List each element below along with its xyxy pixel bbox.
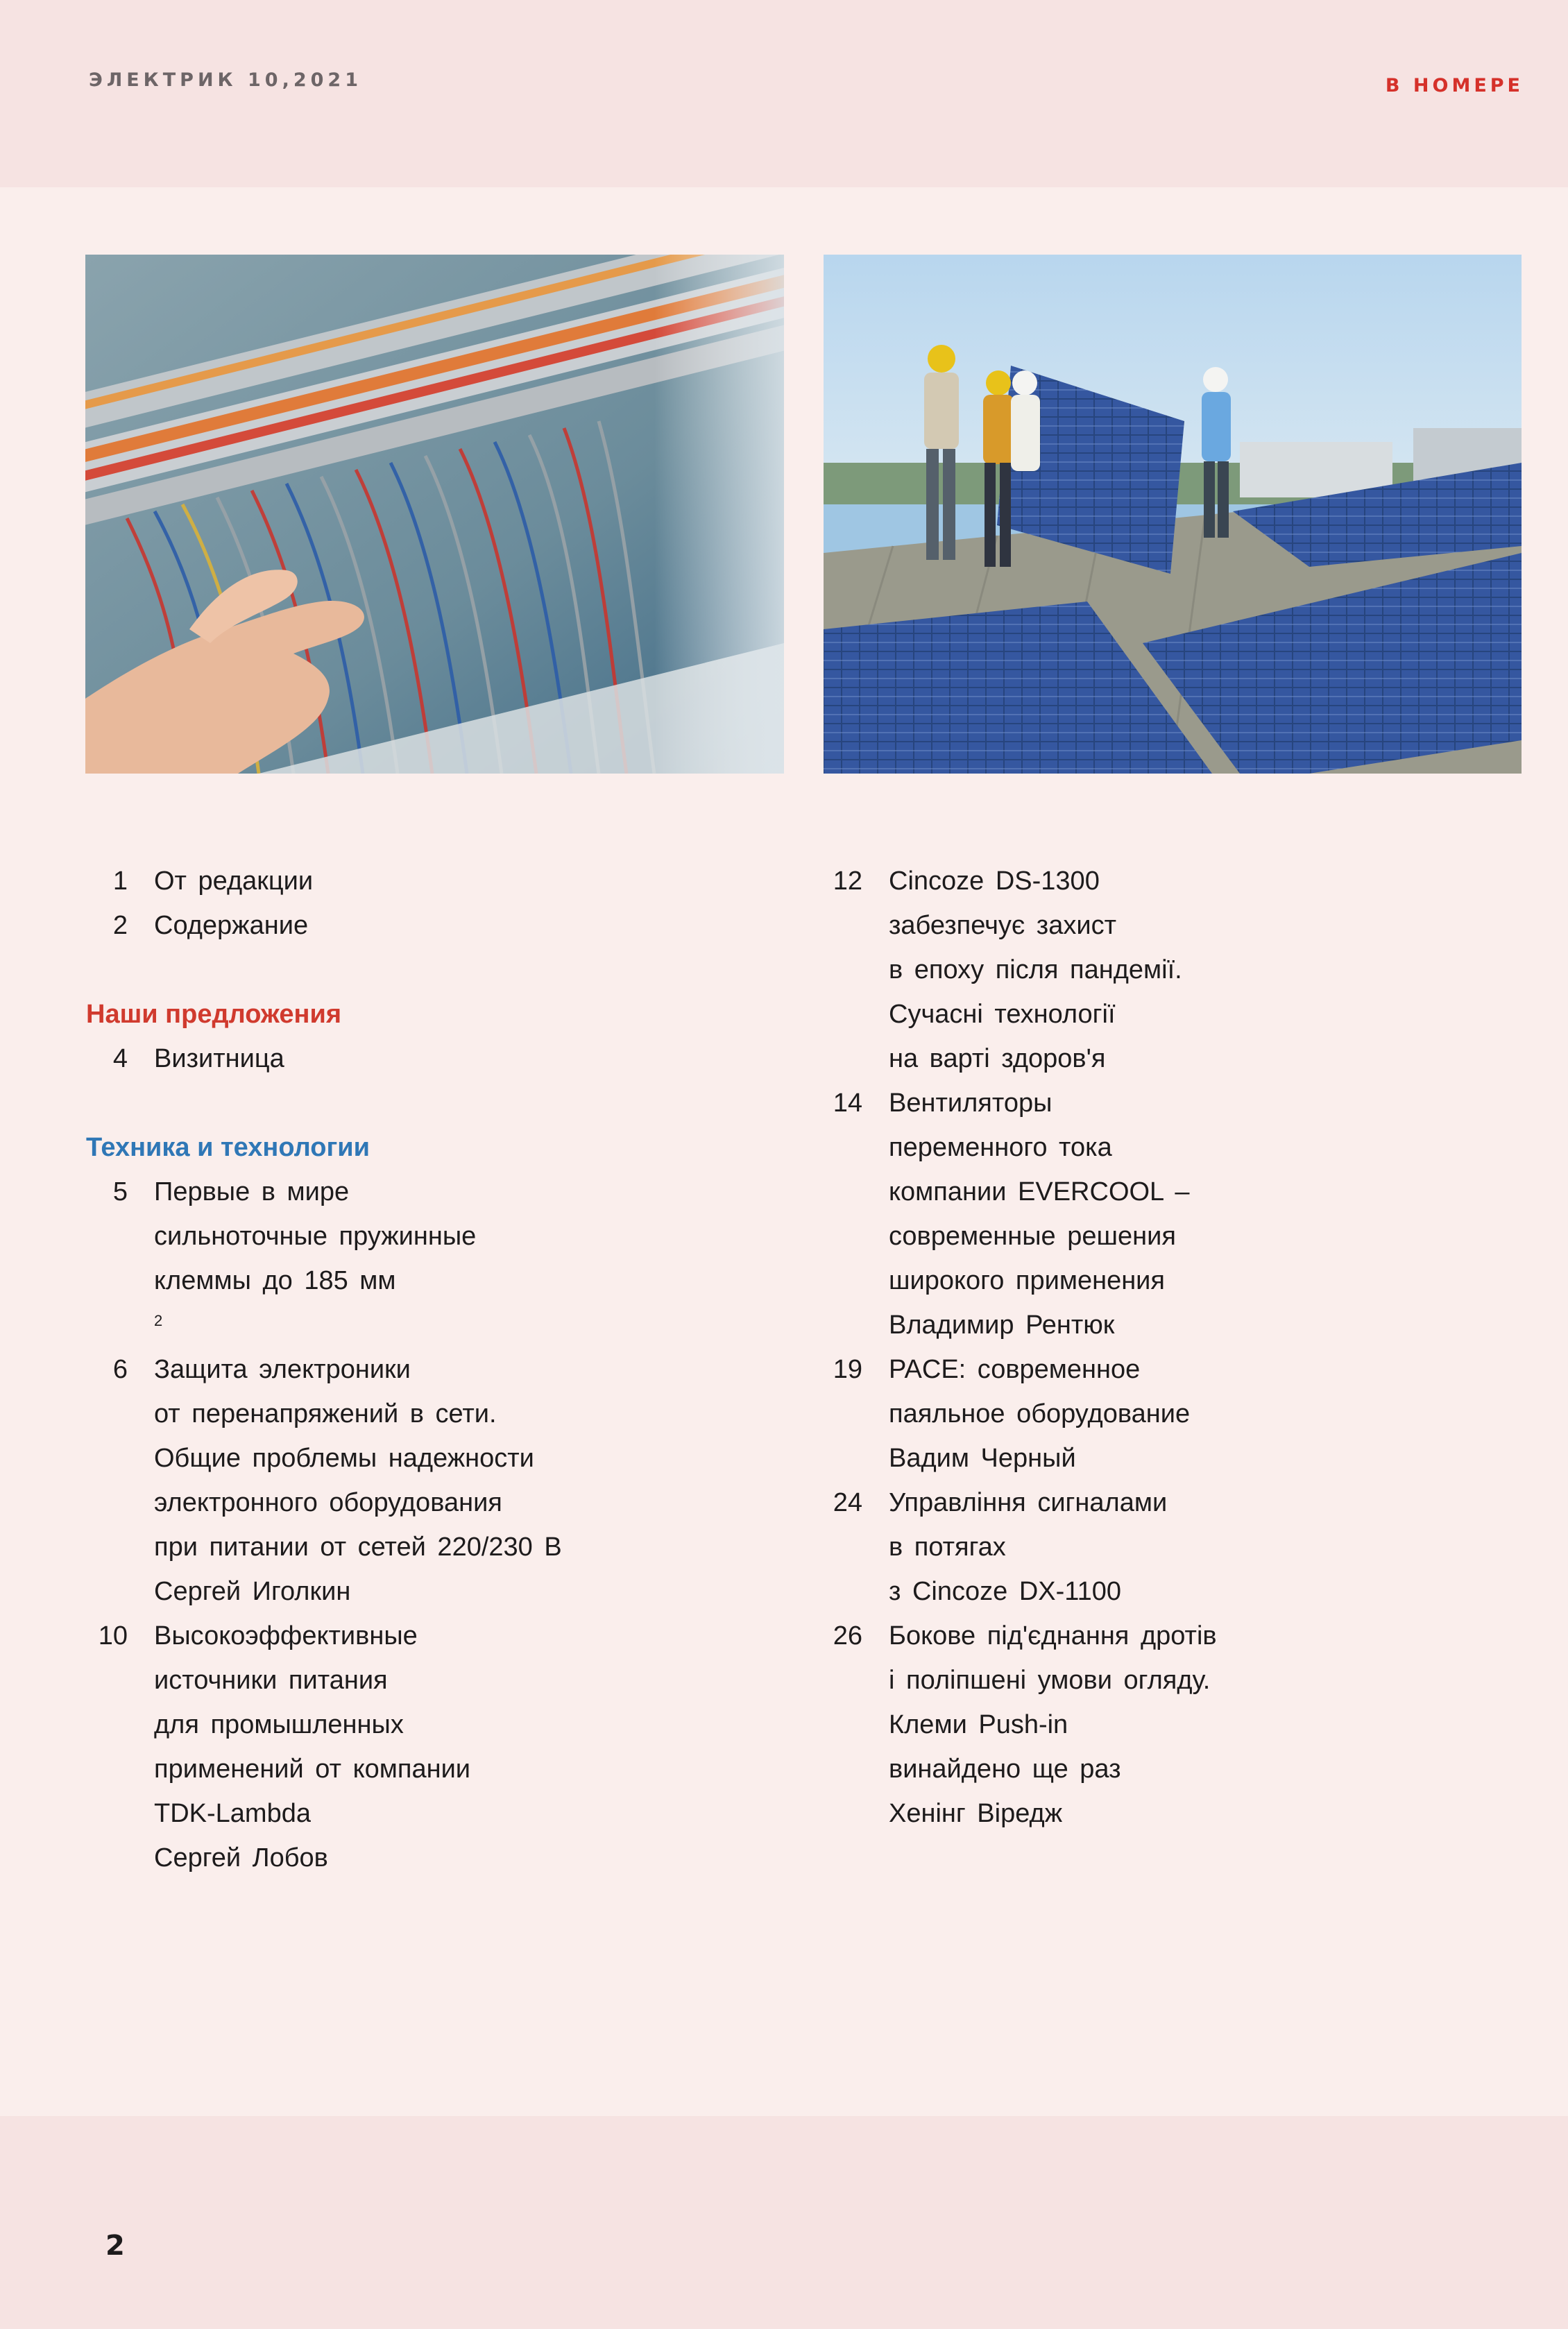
- toc-entry[interactable]: [86, 1170, 780, 1347]
- toc-entry-line: от перенапряжений в сети.: [154, 1399, 497, 1428]
- toc-entry-line: сильноточные пружинные: [154, 1222, 477, 1251]
- toc-entry-line: і поліпшені умови огляду.: [889, 1666, 1211, 1695]
- toc-page-number: 24: [833, 1488, 862, 1517]
- toc-entry-line: Сучасні технології: [889, 1000, 1116, 1029]
- toc-entry-line: применений от компании: [154, 1755, 471, 1784]
- toc-entry-author: Сергей Лобов: [154, 1843, 328, 1872]
- toc-entry[interactable]: [821, 859, 1515, 1081]
- toc-page-number: 5: [112, 1177, 128, 1206]
- toc-entry-line: компании EVERCOOL –: [889, 1177, 1190, 1206]
- toc-page-number: 6: [112, 1355, 128, 1384]
- toc-page-number: 1: [112, 867, 128, 896]
- toc-entry[interactable]: [86, 1614, 780, 1880]
- toc-entry-line: источники питания: [154, 1666, 388, 1695]
- toc-entry-line: Клеми Push-in: [889, 1710, 1068, 1739]
- toc-entry-line: на варті здоров'я: [889, 1044, 1106, 1073]
- toc-entry-line: Первые в мире: [154, 1177, 350, 1206]
- toc-entry-title: Содержание: [154, 911, 309, 940]
- toc-entry-author: Сергей Иголкин: [154, 1577, 351, 1606]
- toc-entry-author: Владимир Рентюк: [889, 1311, 1115, 1340]
- toc-entry-line: з Cincoze DX-1100: [889, 1577, 1121, 1606]
- toc-entry-line: забезпечує захист: [889, 911, 1116, 940]
- toc-entry[interactable]: [821, 1347, 1515, 1481]
- toc-entry[interactable]: [821, 1481, 1515, 1614]
- toc-entry[interactable]: [86, 1347, 780, 1614]
- toc-entry-line: TDK-Lambda: [154, 1799, 311, 1828]
- toc-entry-title: Визитница: [154, 1044, 284, 1073]
- toc-page-number: 2: [112, 911, 128, 940]
- solar-panel-installation-photo: [824, 255, 1522, 774]
- toc-entry-line: при питании от сетей 220/230 В: [154, 1533, 562, 1562]
- toc-entry-line: широкого применения: [889, 1266, 1165, 1295]
- toc-entry-line: винайдено ще раз: [889, 1755, 1121, 1784]
- toc-right-column: [821, 859, 1515, 1836]
- section-heading-offers: Наши предложения: [86, 1000, 341, 1029]
- toc-page-number: 4: [112, 1044, 128, 1073]
- toc-entry-line: в епоху після пандемії.: [889, 955, 1182, 984]
- toc-entry-line: Бокове під'єднання дротів: [889, 1621, 1217, 1650]
- section-heading-technology: Техника и технологии: [86, 1133, 370, 1162]
- toc-entry-line: в потягах: [889, 1533, 1006, 1562]
- section-label: В НОМЕРЕ: [1385, 75, 1524, 96]
- toc-entry-line: [154, 1259, 476, 1347]
- toc-page-number: 12: [833, 867, 862, 896]
- toc-entry-line: современные решения: [889, 1222, 1176, 1251]
- superscript: 2: [154, 1312, 163, 1329]
- toc-entry[interactable]: [821, 1081, 1515, 1347]
- toc-page-number: 19: [833, 1355, 862, 1384]
- toc-page-number: 26: [833, 1621, 862, 1650]
- toc-entry[interactable]: [821, 1614, 1515, 1836]
- toc-entry-title: От редакции: [154, 867, 314, 896]
- toc-entry[interactable]: [86, 1036, 780, 1081]
- toc-entry-line: PACE: современное: [889, 1355, 1141, 1384]
- toc-entry[interactable]: [86, 903, 780, 948]
- terminal-blocks-wiring-photo: [85, 255, 784, 774]
- toc-entry-line: Высокоэффективные: [154, 1621, 418, 1650]
- toc-entry-author: Хенінг Віредж: [889, 1799, 1063, 1828]
- toc-entry-line: для промышленных: [154, 1710, 404, 1739]
- toc-entry[interactable]: [86, 859, 780, 903]
- toc-entry-line: Защита электроники: [154, 1355, 411, 1384]
- toc-entry-line: Вентиляторы: [889, 1089, 1053, 1118]
- toc-entry-line-text: клеммы до 185 мм: [154, 1266, 396, 1295]
- journal-title: ЭЛЕКТРИК 10,2021: [89, 69, 363, 91]
- toc-left-column: [86, 859, 780, 1880]
- toc-entry-line: Управління сигналами: [889, 1488, 1168, 1517]
- toc-entry-line: переменного тока: [889, 1133, 1112, 1162]
- toc-entry-line: паяльное оборудование: [889, 1399, 1191, 1428]
- toc-entry-line: Cincoze DS-1300: [889, 867, 1100, 896]
- toc-page-number: 10: [98, 1621, 128, 1650]
- toc-entry-line: Общие проблемы надежности: [154, 1444, 534, 1473]
- toc-entry-line: электронного оборудования: [154, 1488, 502, 1517]
- page-number: 2: [105, 2230, 125, 2262]
- toc-page-number: 14: [833, 1089, 862, 1118]
- toc-entry-author: Вадим Черный: [889, 1444, 1076, 1473]
